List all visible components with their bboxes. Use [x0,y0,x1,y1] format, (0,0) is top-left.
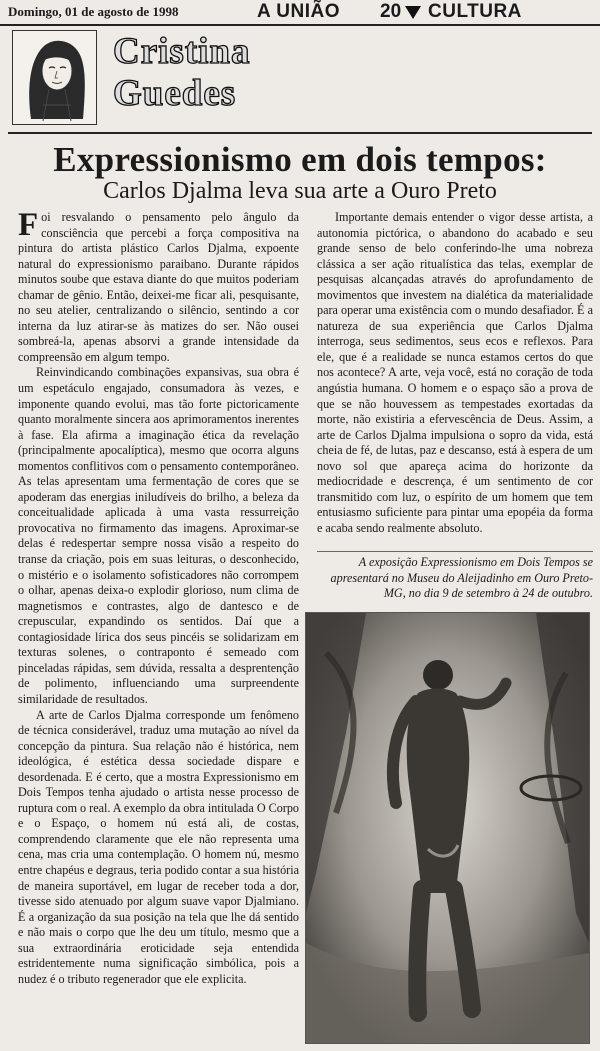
newspaper-name: A UNIÃO [257,1,341,22]
issue-date: Domingo, 01 de agosto de 1998 [8,4,179,19]
artwork-photo [305,612,590,1044]
page-number: 20 [380,1,402,22]
author-first-name: Cristina [113,31,251,72]
page-header [0,0,600,26]
paragraph: A arte de Carlos Djalma corresponde um fenômeno de técnica considerável, traduz uma mutação ao nível da concepção da pintura. Sua relação não é histórica, nem ideológica, é estética dessa sociedade dispare e desordenada. E é certo, que a mostra Expressionismo em Dois Tempos tenha ajudado o artista nesse processo de ruptura com o real. A exemplo da obra intitulada O Corpo e o Espaço, o homem nú está ali, de costas, comprendendo claramente que ele não representa uma cena, mas cria uma contemplação. O homem nú, mesmo entre chapéus e degraus, teria podido contar a sua história de maneira suportável, em lugar de receber toda a dor, tivesse sido atenuado por algum suave vapor Djalmiano. É a organização da sua posição na tela que lhe dá sentido e não mais o corpo que lhe deu um título, mesmo que a sua extraordinária eroticidade seja entendida estridentemente numa significação simbólica, pois a nudez é o tributo regenerador que ele explicita. [18,707,299,986]
exhibition-caption: A exposição Expressionismo em Dois Tempos se apresentará no Museu do Aleijadinho em Ouro Preto-MG, no dia 9 de setembro à 24 de outubro. [317,551,593,602]
drop-cap: F [18,207,39,243]
woman-portrait-sketch-icon [13,31,96,124]
section-name: CULTURA [428,1,522,22]
paragraph: Importante demais entender o vigor desse artista, a autonomia pictórica, o abandono do acabado e seu grande senso de belo conferindo-lhe uma nobreza clássica a ser ação ritualística das telas, exemplar de pesquisas alcançadas através do aprofundamento de movimentos que investem na dialética da materialidade para operar uma existência com o mundo desafiador. É a natureza de sua experiência que Carlos Djalma interroga, seus sedimentos, seus ecos e reflexos. Para ele, que é a realidade se nunca estamos certos do que nos acontece? A arte, veja você, está no coração de toda angústia humana. O homem e o espaço são a prova de que se não houvessem as tempestades exortadas da morte, não existiria a efervescência de Deus. Assim, a arte de Carlos Djalma impulsiona o sopro da vida, está cheia de fé, de lutas, paz e descanso, está à espera de um novo sol que apareça acima do horizonte da mediocridade e descrença, é um sentimento de cor transmitido com luz, o espírito de um homem que tem entusiasmo suficiente para pintar uma epopéia da forma e acaba sendo realmente absoluto. [317,210,593,535]
author-portrait [12,30,97,125]
down-triangle-icon [405,6,421,19]
paragraph: Foi resvalando o pensamento pelo ângulo da consciência que percebi a força compositiva na pintura do artista plástico Carlos Djalma, expoente natural do expressionismo paraibano. Durante rápidos minutos soube que estava diante do que muitos poderiam chamar de gênio. Então, deixei-me ficar ali, pesquisante, no seu atelier, centralizando o silêncio, sentindo a cor interna da luz atirar-se às matizes do ser. Não ousei sombreá-la, apenas absorvi a grande intensidade da compreensão em algum tempo. [18,207,299,364]
article-subtitle: Carlos Djalma leva sua arte a Ouro Preto [103,178,497,204]
article-column-left [18,207,299,987]
paragraph: Reinvindicando combinações expansivas, sua obra é um espetáculo engajado, consumadora às vezes, e imponente quando evolui, mas tão forte pictoricamente quanto moralmente sincera aos aprimoramentos inerentes à fase. Ela afirma a imaginação ética da revelação (principalmente apocalíptica), mesmo que ocorra alguns momentos conflitivos com o pensamento contemporâneo. As telas apresentam uma fermentação de cores que se apoderam das energias iniludíveis do brilho, a beleza da conceitualidade aplicada à uma vasta ressurreição provocativa no firmamento das imagens. Aproximar-se delas é redespertar sempre nossa visão a respeito do transe da criação, pois em suas leituras, o desconhecido, o mistério e o isolamento sofisticadores não corrompem o olhar, apenas deixa-o explodir glorioso, num clima de magnetismos e contrastes, algo de dantesco e de crepuscular, expandindo os sentidos. Daí que a contagiosidade lírica dos seus pincéis se solidarizam em texturas solenes, o contraponto é semeado com pinceladas rápidas, sem dúvida, ressalta a desprentenção de polimento, influenciando uma surpreendente similaridade de resultados. [18,365,299,706]
author-last-name: Guedes [113,73,237,114]
article-title: Expressionismo em dois tempos: [53,140,547,179]
nude-figure-painting-icon [306,613,589,1043]
article-column-right [317,210,593,536]
header-rule [8,132,592,134]
